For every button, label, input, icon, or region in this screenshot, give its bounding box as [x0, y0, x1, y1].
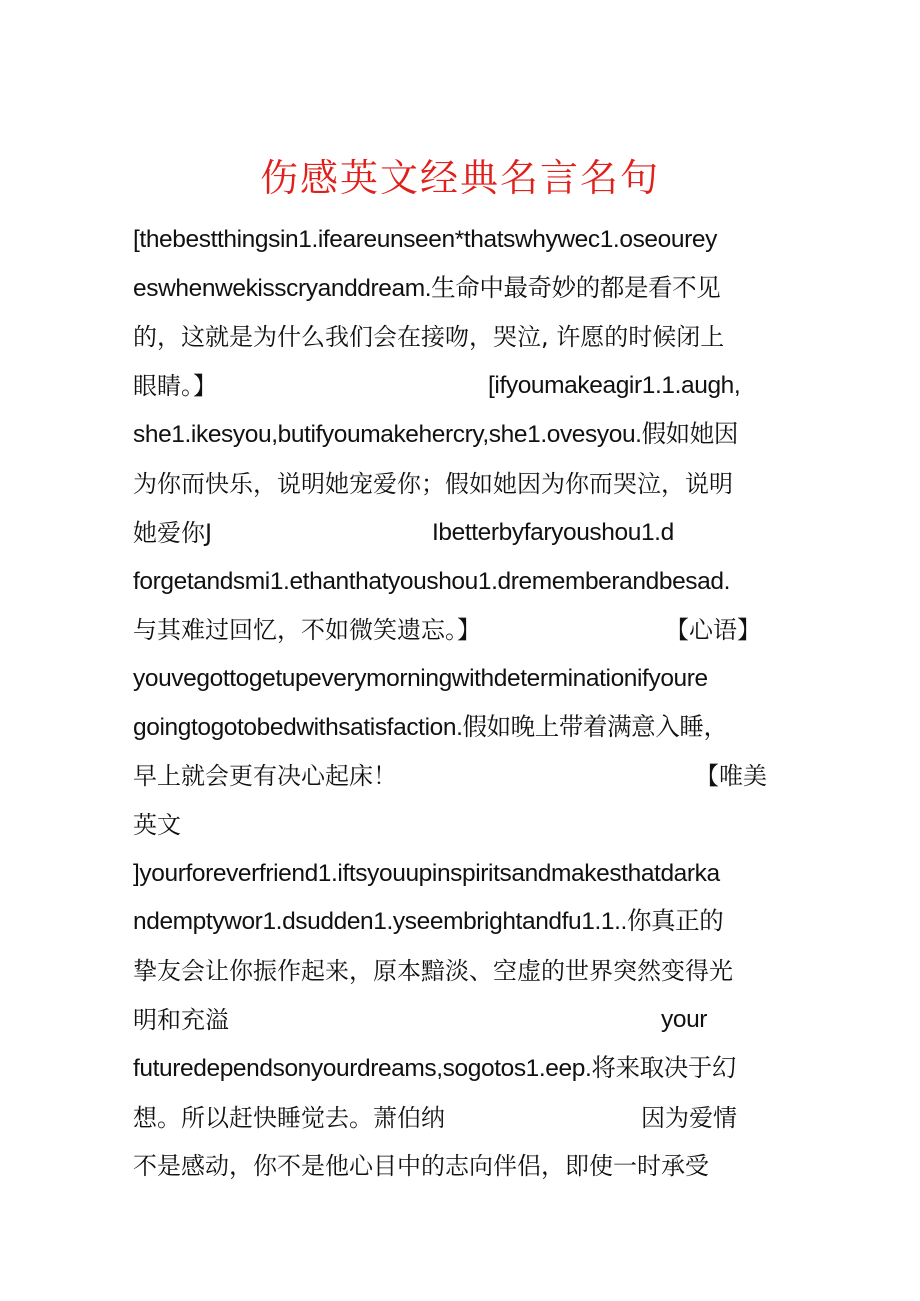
line-text: 的，这就是为什么我们会在接吻，哭泣, 许愿的时候闭上: [133, 323, 725, 351]
body-line: [133, 460, 793, 508]
body-line: [133, 1094, 793, 1142]
body-line: [133, 558, 793, 606]
line-text: [thebestthingsin1.ifeareunseen*thatswhywec1.oseourey: [133, 226, 717, 253]
line-text: ]yourforeverfriend1.iftsyouupinspiritsandmakesthatdarka: [133, 860, 720, 887]
body-line: [133, 509, 793, 557]
line-text: eswhenwekisscryanddream.生命中最奇妙的都是看不见: [133, 275, 721, 302]
line-text: forgetandsmi1.ethanthatyoushou1.drememberandbesad.: [133, 568, 730, 595]
body-line: [133, 606, 793, 654]
line-text: 眼睛。】: [133, 372, 217, 400]
body-line: [133, 947, 793, 995]
body-line: [133, 265, 793, 313]
line-text: 英文: [133, 811, 181, 839]
body-line: [133, 996, 793, 1044]
line-text: 挚友会让你振作起来，原本黯淡、空虚的世界突然变得光: [133, 957, 733, 985]
body-line: [133, 655, 793, 703]
body-line: [133, 898, 793, 946]
body-line: [133, 752, 793, 800]
line-text: 明和充溢: [133, 1006, 229, 1034]
line-text: 与其难过回忆，不如微笑遗忘。】: [133, 616, 481, 644]
body-line: [133, 313, 793, 361]
line-text: futuredependsonyourdreams,sogotos1.eep.将来取决于幻: [133, 1055, 736, 1082]
body-line: [133, 216, 793, 264]
line-text-right: Ibetterbyfaryoushou1.d: [432, 519, 674, 546]
body-line: [133, 850, 793, 898]
line-text-right: 【心语】: [665, 616, 761, 644]
line-text: 她爱你J: [133, 519, 213, 547]
body-line: [133, 1142, 793, 1190]
line-text: goingtogotobedwithsatisfaction.假如晚上带着满意入睡，: [133, 714, 728, 741]
line-text: 为你而快乐，说明她宠爱你；假如她因为你而哭泣，说明: [133, 470, 733, 498]
line-text-right: 因为爱情: [641, 1104, 737, 1132]
line-text: she1.ikesyou,butifyoumakehercry,she1.ovesyou.假如她因: [133, 421, 738, 448]
document-title: 伤感英文经典名言名句: [259, 156, 660, 200]
line-text-right: 【唯美: [695, 762, 767, 790]
body-line: [133, 801, 793, 849]
body-line: [133, 1045, 793, 1093]
line-text: 想。所以赶快睡觉去。萧伯纳: [133, 1104, 445, 1132]
body-line: [133, 411, 793, 459]
line-text-right: [ifyoumakeagir1.1.augh,: [488, 372, 741, 399]
line-text: youvegottogetupeverymorningwithdeterminationifyoure: [133, 665, 708, 692]
line-text: ndemptywor1.dsudden1.yseembrightandfu1.1..你真正的: [133, 908, 724, 935]
line-text: 早上就会更有决心起床！: [133, 762, 397, 790]
line-text: 不是感动，你不是他心目中的志向伴侣，即使一时承受: [133, 1152, 709, 1180]
line-text-right: your: [661, 1006, 708, 1033]
body-line: [133, 704, 793, 752]
body-line: [133, 362, 793, 410]
